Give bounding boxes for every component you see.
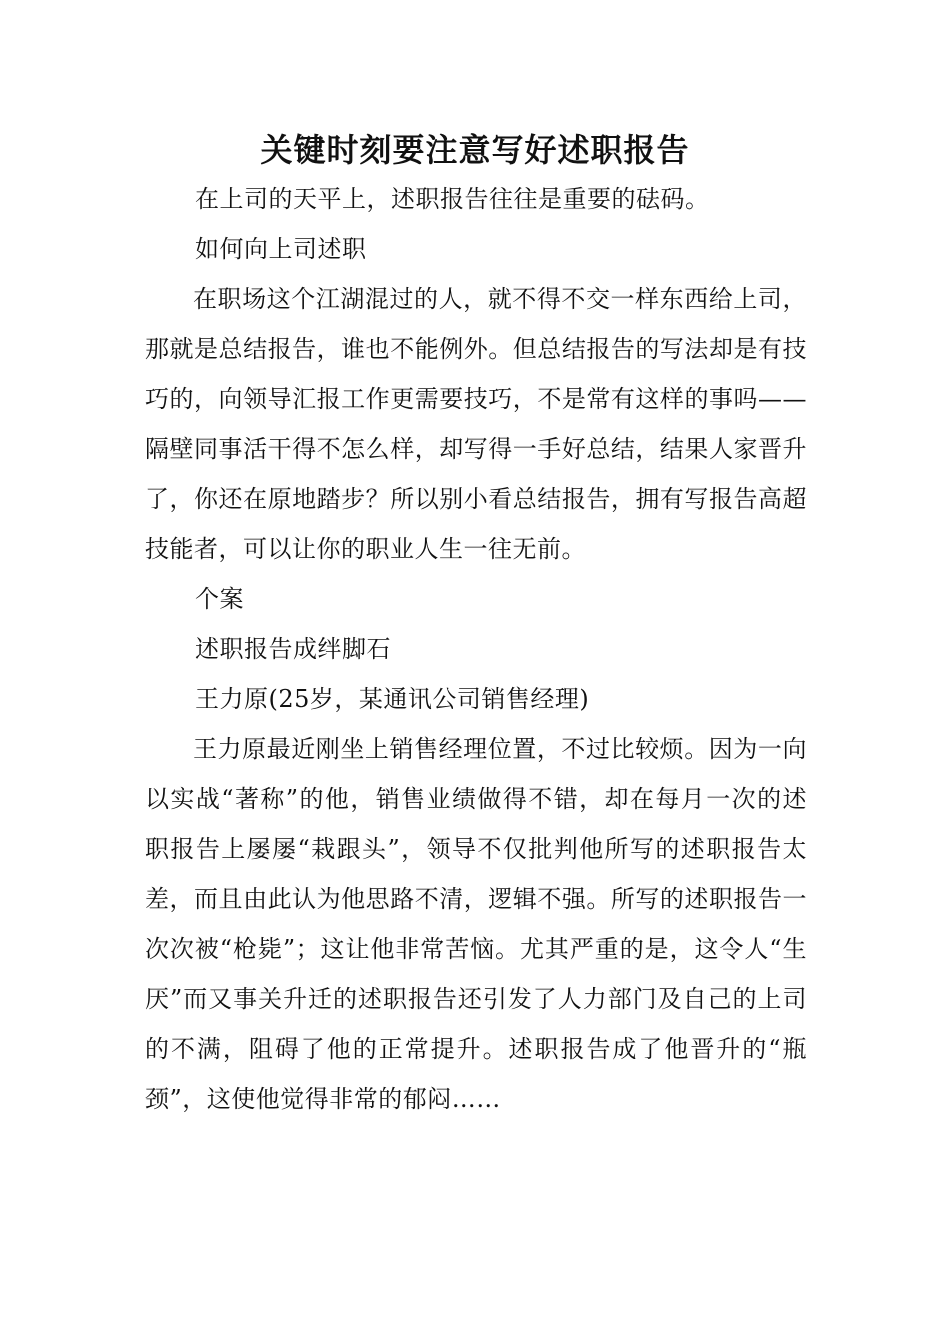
- paragraph-heading-case: 个案: [195, 585, 244, 613]
- paragraph-person: 王力原(25岁，某通讯公司销售经理): [195, 685, 590, 713]
- paragraph-body-2: 王力原最近刚坐上销售经理位置，不过比较烦。因为一向以实战“著称”的他，销售业绩做得不错，却在每月一次的述职报告上屡屡“栽跟头”，领导不仅批判他所写的述职报告太差，而且由此认为他思路不清，逻辑不强。所写的述职报告一次次被“枪毙”；这让他非常苦恼。尤其严重的是，这令人“生厌”而又事关升迁的述职报告还引发了人力部门及自己的上司的不满，阻碍了他的正常提升。述职报告成了他晋升的“瓶颈”，这使他觉得非常的郁闷……: [145, 735, 807, 1113]
- paragraph-body-1: 在职场这个江湖混过的人，就不得不交一样东西给上司，那就是总结报告，谁也不能例外。但总结报告的写法却是有技巧的，向领导汇报工作更需要技巧，不是常有这样的事吗——隔壁同事活干得不怎么样，却写得一手好总结，结果人家晋升了，你还在原地踏步？所以别小看总结报告，拥有写报告高超技能者，可以让你的职业人生一往无前。: [145, 285, 807, 563]
- document-title: 关键时刻要注意写好述职报告: [260, 131, 690, 169]
- document-body: [145, 174, 807, 1124]
- paragraph-subheading: 述职报告成绊脚石: [195, 635, 391, 663]
- paragraph-heading-how: 如何向上司述职: [195, 235, 367, 263]
- paragraph-intro: 在上司的天平上，述职报告往往是重要的砝码。: [195, 185, 710, 213]
